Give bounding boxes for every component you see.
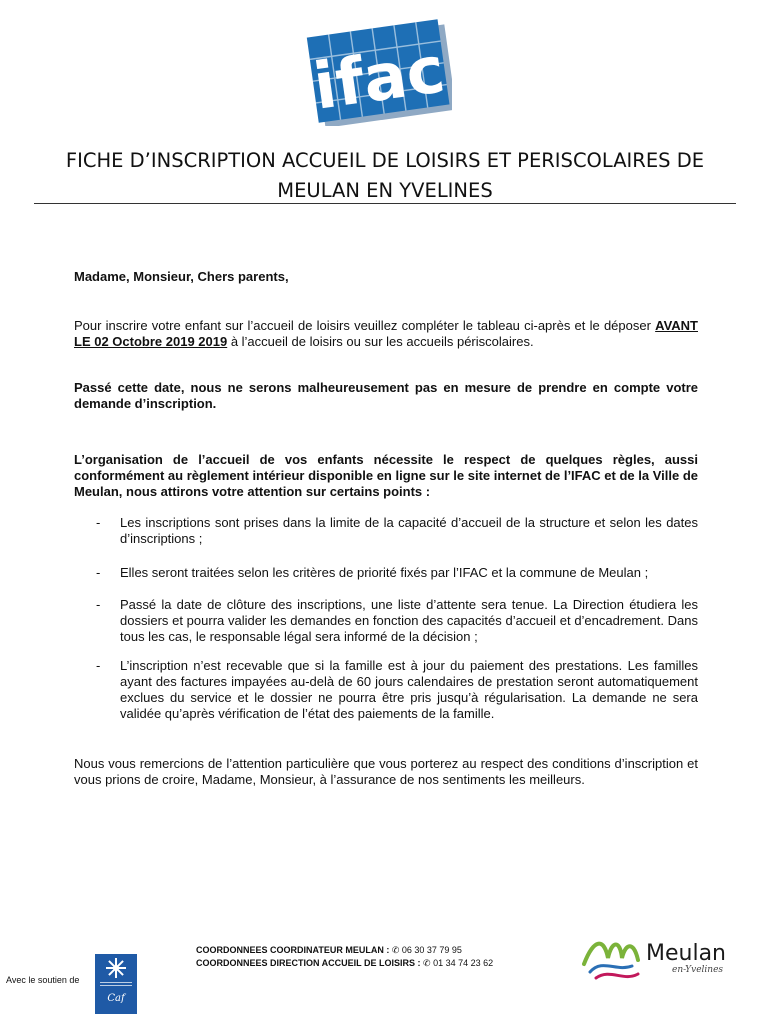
title-line-2: MEULAN EN YVELINES [277, 179, 493, 202]
deadline-date: AVANT LE 02 Octobre 2019 2019 [74, 318, 698, 349]
intro-paragraph [74, 318, 698, 350]
support-label: Avec le soutien de [6, 975, 80, 985]
intro-text-1: Pour inscrire votre enfant sur l’accueil de loisirs veuillez compléter le tableau ci-après et le déposer [74, 318, 656, 333]
bullet-marker: - [96, 658, 101, 673]
meulan-logo-text: Meulan [646, 941, 726, 966]
bullet-marker: - [96, 565, 101, 580]
direction-phone: ✆ 01 34 74 23 62 [423, 958, 494, 968]
caf-logo-text: Caf [107, 993, 125, 1004]
bullet-marker: - [96, 515, 101, 530]
closing-paragraph: Nous vous remercions de l’attention particulière que vous porterez au respect des conditions d’inscription et vous prions de croire, Madame, Monsieur, à l’assurance de nos sentiments les meilleurs. [74, 756, 698, 787]
coordinator-label: COORDONNEES COORDINATEUR MEULAN : [196, 945, 392, 955]
footer-contacts [196, 944, 536, 970]
greeting: Madame, Monsieur, Chers parents, [74, 269, 289, 284]
ifac-logo-text: ifac [309, 33, 450, 125]
list-item-text: L’inscription n’est recevable que si la famille est à jour du paiement des prestations. Les familles ayant des factures impayées au-delà de 60 jours calendaires de prestation seront automatiquement exclues du service et le dossier ne pourra être pris jusqu’à régularisation. La demande ne sera validée qu’après vérification de l’état des paiements de la famille. [120, 658, 698, 721]
meulan-logo [576, 928, 756, 988]
warning-paragraph: Passé cette date, nous ne serons malheureusement pas en mesure de prendre en compte votre demande d’inscription. [74, 380, 698, 411]
title-line-1: FICHE D’INSCRIPTION ACCUEIL DE LOISIRS ET PERISCOLAIRES DE [65, 149, 705, 172]
coordinator-phone: ✆ 06 30 37 79 95 [391, 945, 462, 955]
rules-intro-paragraph: L’organisation de l’accueil de vos enfants nécessite le respect de quelques règles, aussi conformément au règlement intérieur disponible en ligne sur le site internet de l’IFAC et de la Ville de Meulan, nous attirons votre attention sur certains points : [74, 452, 698, 499]
title-divider [34, 203, 736, 204]
direction-contact [196, 957, 536, 970]
direction-label: COORDONNEES DIRECTION ACCUEIL DE LOISIRS : [196, 958, 424, 968]
snowflake-icon [106, 958, 126, 978]
list-item-text: Passé la date de clôture des inscriptions, une liste d’attente sera tenue. La Direction étudiera les dossiers et pourra valider les demandes en fonction des capacités d’accueil et d’encadrement. Dans tous les cas, le responsable légal sera informé de la décision ; [120, 597, 698, 644]
caf-logo [95, 954, 137, 1014]
meulan-logo-subtext: en-Yvelines [672, 965, 724, 975]
list-item-text: Elles seront traitées selon les critères de priorité fixés par l’IFAC et la commune de Meulan ; [120, 565, 649, 580]
list-item-text: Les inscriptions sont prises dans la limite de la capacité d’accueil de la structure et selon les dates d’inscriptions ; [120, 515, 698, 546]
page-title [30, 146, 740, 206]
ifac-logo [304, 14, 452, 126]
coordinator-contact [196, 944, 536, 957]
bullet-marker: - [96, 597, 101, 612]
intro-text-2: à l’accueil de loisirs ou sur les accueils périscolaires. [227, 334, 534, 349]
